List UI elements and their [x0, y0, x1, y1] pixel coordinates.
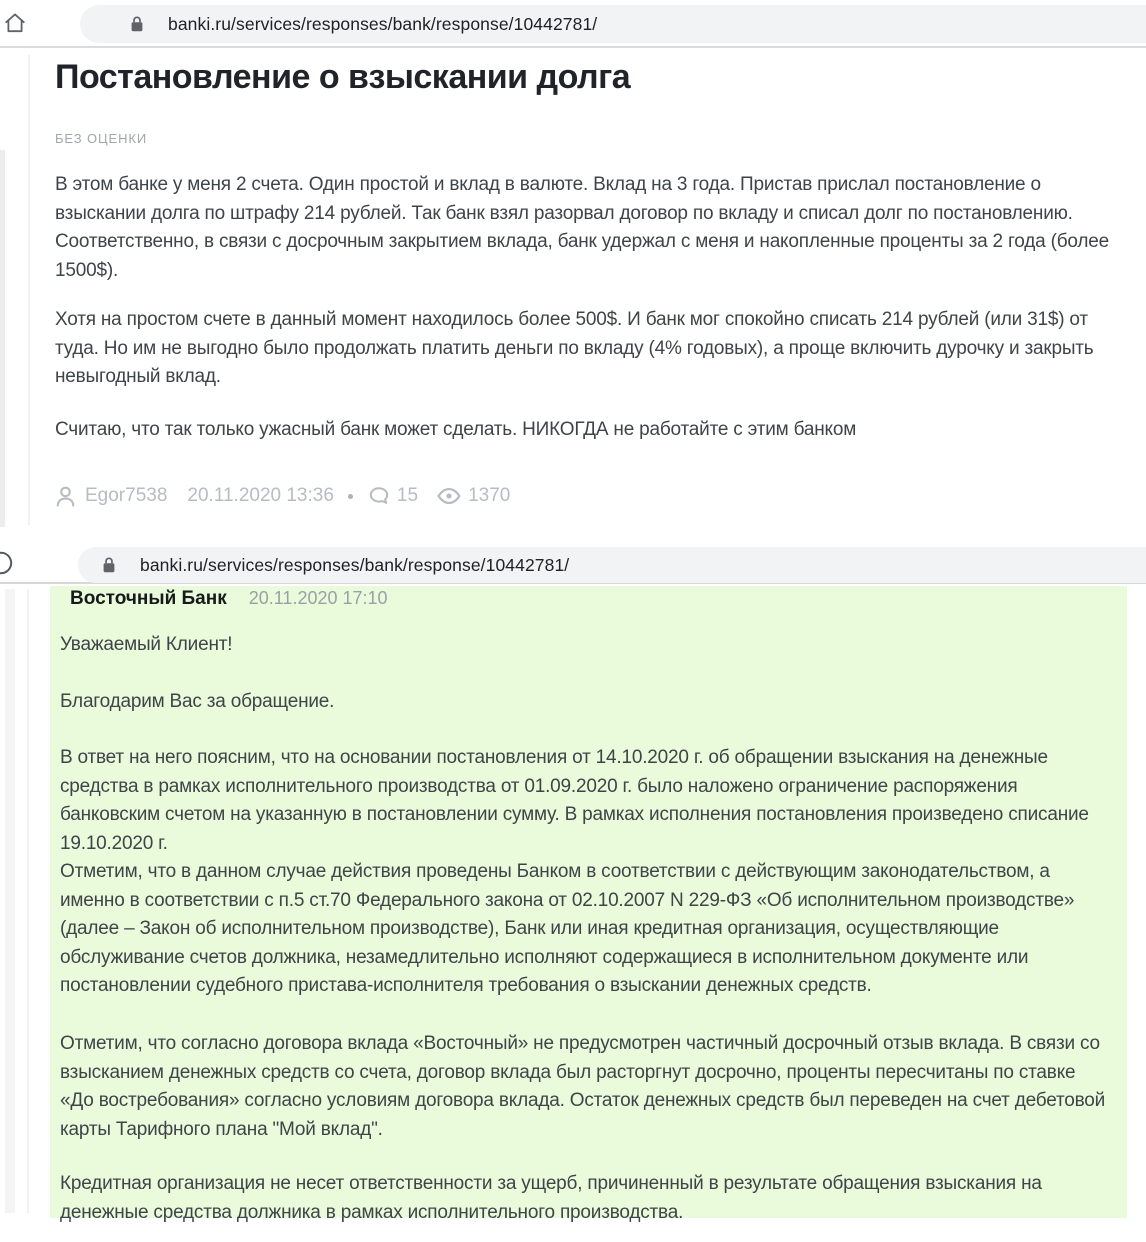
address-bar-bottom[interactable] — [78, 547, 1146, 583]
response-paragraph: Отметим, что согласно договора вклада «Восточный» не предусмотрен частичный досрочный отзыв вклада. В связи со взысканием денежных средств со счета, договор вклада был расторгнут досрочно, проценты пересчитаны по ставке «До востребования» согласно условиям договора вклада. Остаток денежных средств был переведен на счет дебетовой карты Тарифного плана "Мой вклад". — [60, 1033, 1106, 1140]
page-left-gutter — [0, 150, 5, 527]
views-count: 1370 — [468, 485, 511, 506]
rating-badge: БЕЗ ОЦЕНКИ — [55, 131, 148, 146]
user-icon — [53, 484, 78, 509]
response-datetime: 20.11.2020 17:10 — [248, 588, 388, 608]
page-left-gutter — [5, 589, 15, 1213]
response-paragraph: Кредитная организация не несет ответственности за ущерб, причиненный в результате обращения взыскания на денежные средства должника в рамках исполнительного производства. — [60, 1173, 1042, 1223]
bank-response-block — [50, 586, 1127, 1223]
bank-name-link[interactable]: Восточный Банк — [70, 588, 227, 609]
page-title: Постановление о взыскании долга — [55, 58, 631, 96]
review-paragraph: Хотя на простом счете в данный момент находилось более 500$. И банк мог спокойно списать 214 рублей (или 31$) от туда. Но им не выгодно было продолжать платить деньги по вкладу (4% годовых), а проще включить дурочку и закрыть невыгодный вклад. — [55, 309, 1094, 387]
content-card-edge — [28, 55, 30, 525]
dot-separator — [348, 494, 353, 499]
review-datetime: 20.11.2020 13:36 — [187, 485, 334, 506]
response-paragraph: Уважаемый Клиент! — [60, 634, 233, 655]
reload-icon[interactable] — [0, 550, 13, 576]
home-icon[interactable] — [3, 11, 27, 35]
review-meta-row — [53, 482, 510, 510]
comments-count: 15 — [396, 485, 419, 506]
content-card-edge — [27, 589, 29, 1213]
author-username[interactable]: Egor7538 — [85, 485, 168, 506]
views-counter — [436, 483, 510, 509]
url-text: banki.ru/services/responses/bank/response/10442781/ — [140, 554, 570, 575]
response-paragraph: Отметим, что в данном случае действия проведены Банком в соответствии с действующим законодательством, а именно в соответствии с п.5 ст.70 Федерального закона от 02.10.2007 N 229-ФЗ «Об исполнительном производстве» (далее – Закон об исполнительном производстве), Банк или иная кредитная организация, осуществляющие обслуживание счетов должника, незамедлительно исполняют содержащиеся в исполнительном документе или постановлении судебного пристава-исполнителя требования о взыскании денежных средств. — [60, 861, 1075, 996]
address-bar-top[interactable] — [80, 5, 1146, 43]
review-paragraph: В этом банке у меня 2 счета. Один простой и вклад в валюте. Вклад на 3 года. Пристав прислал постановление о взыскании долга по штрафу 214 рублей. Так банк взял разорвал договор по вкладу и списал долг по постановлению. Соответственно, в связи с досрочным закрытием вклада, банк удержал с меня и накопленные проценты за 2 года (более 1500$). — [55, 174, 1109, 281]
response-paragraph: Благодарим Вас за обращение. — [60, 691, 335, 712]
comments-count-link[interactable] — [367, 484, 418, 508]
response-paragraph: В ответ на него поясним, что на основании постановления от 14.10.2020 г. об обращении взыскания на денежные средства в рамках исполнительного производства от 01.09.2020 г. было наложено ограничение распоряжения банковским счетом на указанную в постановлении сумму. В рамках исполнения постановления произведено списание 19.10.2020 г. — [60, 747, 1089, 854]
lock-icon[interactable] — [102, 556, 116, 574]
url-text: banki.ru/services/responses/bank/response/10442781/ — [168, 13, 598, 34]
eye-icon — [436, 483, 462, 509]
review-paragraph: Считаю, что так только ужасный банк может сделать. НИКОГДА не работайте с этим банком — [55, 419, 857, 440]
comment-icon — [367, 484, 391, 508]
bank-response-header — [70, 588, 388, 610]
lock-icon[interactable] — [130, 15, 144, 33]
